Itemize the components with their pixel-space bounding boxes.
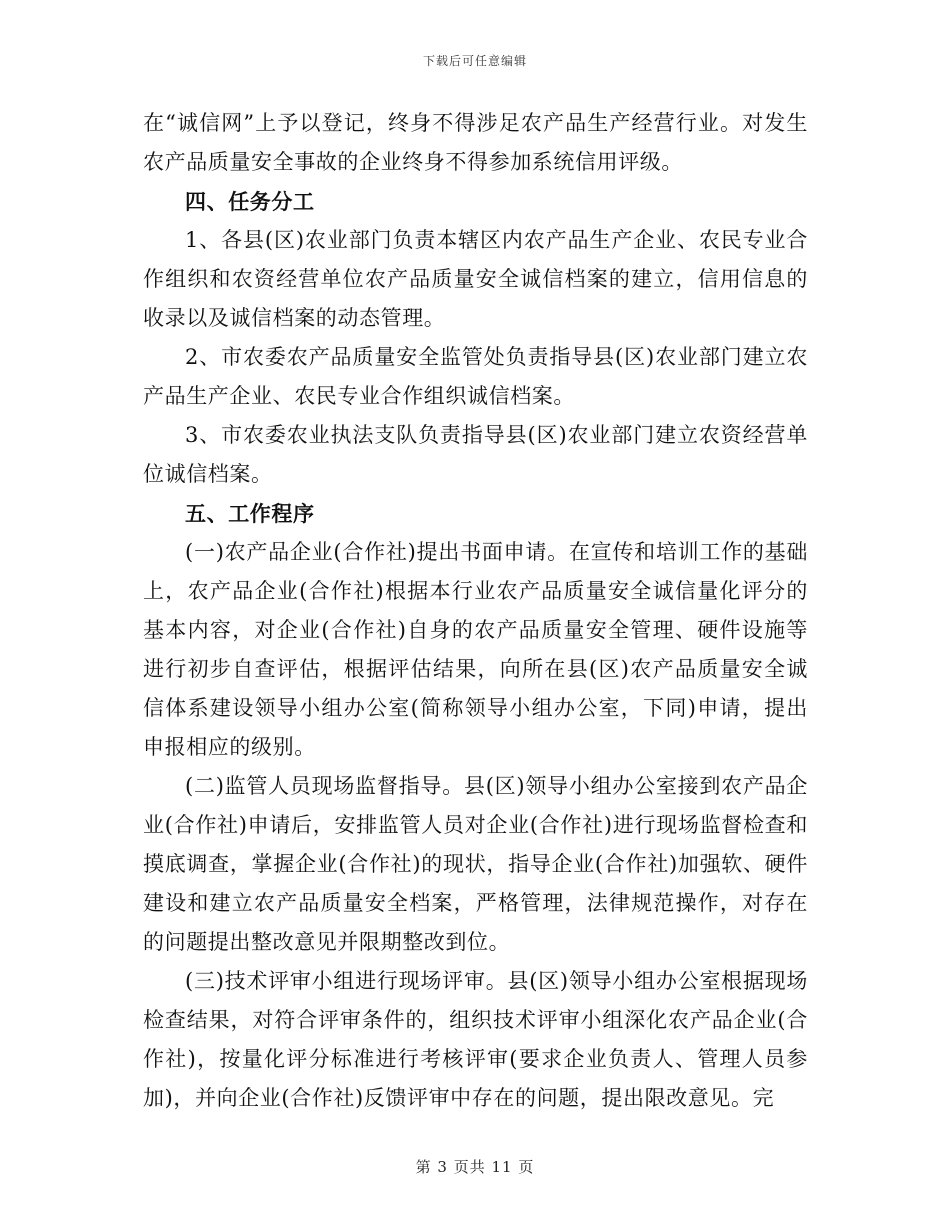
paragraph-procedure-3: (三)技术评审小组进行现场评审。县(区)领导小组办公室根据现场检查结果，对符合评审条件的，组织技术评审小组深化农产品企业(合作社)，按量化评分标准进行考核评审(要求企业负责人、管理人员参加)，并向企业(合作社)反馈评审中存在的问题，提出限改意见。完 <box>143 969 808 1110</box>
paragraph-1: 在“诚信网”上予以登记，终身不得涉足农产品生产经营行业。对发生农产品质量安全事故的企业终身不得参加系统信用评级。 <box>143 111 808 174</box>
paragraph-procedure-1: (一)农产品企业(合作社)提出书面申请。在宣传和培训工作的基础上，农产品企业(合作社)根据本行业农产品质量安全诚信量化评分的基本内容，对企业(合作社)自身的农产品质量安全管理、硬件设施等进行初步自查评估，根据评估结果，向所在县(区)农产品质量安全诚信体系建设领导小组办公室(简称领导小组办公室，下同)申请，提出申报相应的级别。 <box>143 540 808 759</box>
paragraph-task-2: 2、市农委农产品质量安全监管处负责指导县(区)农业部门建立农产品生产企业、农民专业合作组织诚信档案。 <box>143 345 808 408</box>
section-heading-5: 五、工作程序 <box>185 501 315 526</box>
section-heading-4: 四、任务分工 <box>185 189 315 214</box>
paragraph-task-1: 1、各县(区)农业部门负责本辖区内农产品生产企业、农民专业合作组织和农资经营单位农产品质量安全诚信档案的建立，信用信息的收录以及诚信档案的动态管理。 <box>143 228 808 330</box>
header-note: 下载后可任意编辑 <box>422 54 527 68</box>
page-number-footer: 第 3 页共 11 页 <box>415 1158 535 1176</box>
paragraph-procedure-2: (二)监管人员现场监督指导。县(区)领导小组办公室接到农产品企业(合作社)申请后，安排监管人员对企业(合作社)进行现场监督检查和摸底调查，掌握企业(合作社)的现状，指导企业(合作社)加强软、硬件建设和建立农产品质量安全档案，严格管理，法律规范操作，对存在的问题提出整改意见并限期整改到位。 <box>143 774 808 954</box>
paragraph-task-3: 3、市农委农业执法支队负责指导县(区)农业部门建立农资经营单位诚信档案。 <box>143 423 808 486</box>
document-body <box>143 104 808 1118</box>
